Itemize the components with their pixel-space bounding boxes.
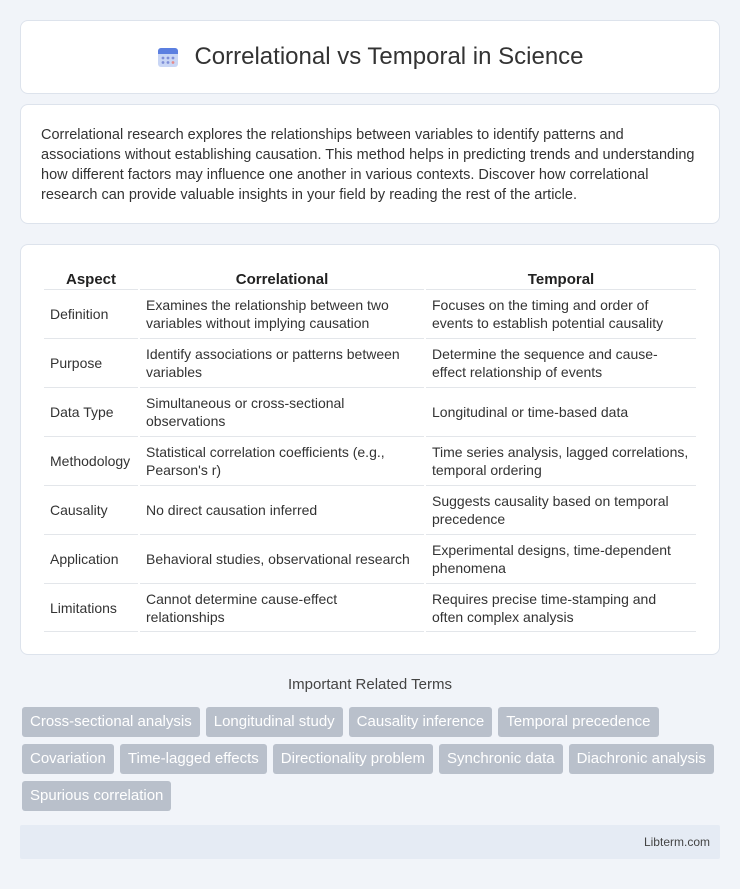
- related-term-tag[interactable]: Directionality problem: [273, 744, 433, 774]
- table-row: [44, 289, 696, 338]
- table-row: [44, 534, 696, 583]
- cell-aspect: Application: [44, 534, 138, 583]
- cell-temporal: Longitudinal or time-based data: [426, 387, 696, 436]
- column-header-aspect: Aspect: [65, 271, 117, 288]
- table-row: [44, 436, 696, 485]
- cell-temporal: Suggests causality based on temporal precedence: [426, 485, 696, 534]
- cell-temporal: Requires precise time-stamping and often complex analysis: [426, 583, 696, 632]
- cell-correlational: Statistical correlation coefficients (e.g., Pearson's r): [140, 436, 424, 485]
- cell-correlational: Cannot determine cause-effect relationships: [140, 583, 424, 632]
- table-row: [44, 338, 696, 387]
- related-term-tag[interactable]: Covariation: [22, 744, 114, 774]
- cell-temporal: Time series analysis, lagged correlations, temporal ordering: [426, 436, 696, 485]
- cell-aspect: Methodology: [44, 436, 138, 485]
- cell-temporal: Focuses on the timing and order of events to establish potential causality: [426, 289, 696, 338]
- cell-aspect: Causality: [44, 485, 138, 534]
- table-header-row: [44, 267, 696, 289]
- cell-correlational: No direct causation inferred: [140, 485, 424, 534]
- page-title: Correlational vs Temporal in Science: [194, 43, 584, 70]
- comparison-table-card: [20, 244, 720, 655]
- footer: [20, 825, 720, 859]
- related-term-tag[interactable]: Causality inference: [349, 707, 493, 737]
- related-term-tag[interactable]: Longitudinal study: [206, 707, 343, 737]
- related-term-tag[interactable]: Temporal precedence: [498, 707, 658, 737]
- related-term-tag[interactable]: Synchronic data: [439, 744, 563, 774]
- cell-correlational: Behavioral studies, observational research: [140, 534, 424, 583]
- related-term-tag[interactable]: Diachronic analysis: [569, 744, 714, 774]
- related-terms-title: Important Related Terms: [288, 676, 452, 693]
- cell-correlational: Simultaneous or cross-sectional observations: [140, 387, 424, 436]
- comparison-table: [42, 267, 698, 632]
- related-term-tag[interactable]: Cross-sectional analysis: [22, 707, 200, 737]
- footer-site-link[interactable]: Libterm.com: [643, 835, 710, 849]
- table-row: [44, 485, 696, 534]
- intro-card: [20, 104, 720, 224]
- table-row: [44, 583, 696, 632]
- cell-aspect: Purpose: [44, 338, 138, 387]
- cell-correlational: Examines the relationship between two variables without implying causation: [140, 289, 424, 338]
- column-header-temporal: Temporal: [527, 271, 595, 288]
- cell-temporal: Determine the sequence and cause-effect relationship of events: [426, 338, 696, 387]
- cell-temporal: Experimental designs, time-dependent phenomena: [426, 534, 696, 583]
- cell-aspect: Definition: [44, 289, 138, 338]
- related-term-tag[interactable]: Time-lagged effects: [120, 744, 267, 774]
- table-row: [44, 387, 696, 436]
- cell-aspect: Data Type: [44, 387, 138, 436]
- related-terms-list: [22, 707, 722, 818]
- cell-correlational: Identify associations or patterns between variables: [140, 338, 424, 387]
- related-term-tag[interactable]: Spurious correlation: [22, 781, 171, 811]
- column-header-correlational: Correlational: [235, 271, 329, 288]
- calendar-icon: [156, 45, 180, 69]
- header-card: [20, 20, 720, 94]
- intro-text: Correlational research explores the relationships between variables to identify patterns and associations without establishing causation. This method helps in predicting trends and understanding how different factors may influence one another in various contexts. Discover how correlational research can provide valuable insights in your field by reading the rest of the article.: [41, 127, 695, 203]
- cell-aspect: Limitations: [44, 583, 138, 632]
